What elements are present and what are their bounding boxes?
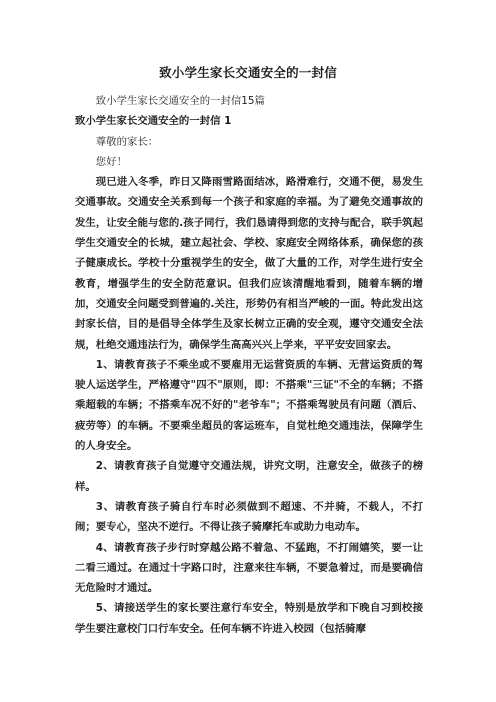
document-title: 致小学生家长交通安全的一封信 bbox=[159, 65, 337, 80]
body-paragraph-intro: 现已进入冬季，昨日又降雨雪路面结冰，路滑难行，交通不便，易发生交通事故。交通安全关系到每一个孩子和家庭的幸福。为了避免交通事故的发生，让安全能与您的.孩子同行，我们恳请得到您的支持与配合，联手筑起学生交通安全的长城，建立起社会、学校、家庭安全网络体系，确保您的孩子健康成长。学校十分重视学生的安全，做了大量的工作，对学生进行安全教育，增强学生的安全防范意识。但我们应该清醒地看到，随着车辆的增加，交通安全问题受到普遍的.关注，形势仍有相当严峻的一面。特此发出这封家长信，目的是倡导全体学生及家长树立正确的安全观，遵守交通安全法规，杜绝交通违法行为，确保学生高高兴兴上学来，平平安安回家去。 bbox=[75, 176, 423, 351]
body-paragraph-1: 1、请教育孩子不乘坐或不要雇用无运营资质的车辆、无营运资质的驾驶人运送学生，严格遵守"四不"原则，即：不搭乘"三证"不全的车辆；不搭乘超载的车辆；不搭乘车况不好的"老爷车"；不搭乘驾驶员有问题（酒后、疲劳等）的车辆。不要乘坐超员的客运班车，自觉杜绝交通违法，保障学生的人身安全。 bbox=[75, 358, 423, 453]
body-paragraph-3: 3、请教育孩子骑自行车时必须做到不超速、不并骑，不载人，不打闹；要专心，坚决不逆行。不得让孩子骑摩托车或助力电动车。 bbox=[75, 500, 423, 534]
body-paragraph-4: 4、请教育孩子步行时穿越公路不着急、不猛跑，不打闹嬉笑，要一让二看三通过。在通过十字路口时，注意来往车辆，不要急着过，而是要确信无危险时才通过。 bbox=[75, 541, 423, 595]
salutation: 尊敬的家长： bbox=[95, 135, 159, 148]
section-heading: 致小学生家长交通安全的一封信 1 bbox=[75, 115, 232, 128]
intro-line: 致小学生家长交通安全的一封信15篇 bbox=[95, 95, 265, 107]
body-paragraph-2: 2、请教育孩子自觉遵守交通法规，讲究文明，注意安全，做孩子的榜样。 bbox=[75, 460, 423, 493]
document-body bbox=[75, 91, 423, 639]
body-paragraph-5: 5、请接送学生的家长要注意行车安全，特别是放学和下晚自习到校接学生要注意校门口行车安全。任何车辆不许进入校园（包括骑摩 bbox=[75, 602, 423, 635]
greeting: 您好！ bbox=[95, 155, 127, 168]
